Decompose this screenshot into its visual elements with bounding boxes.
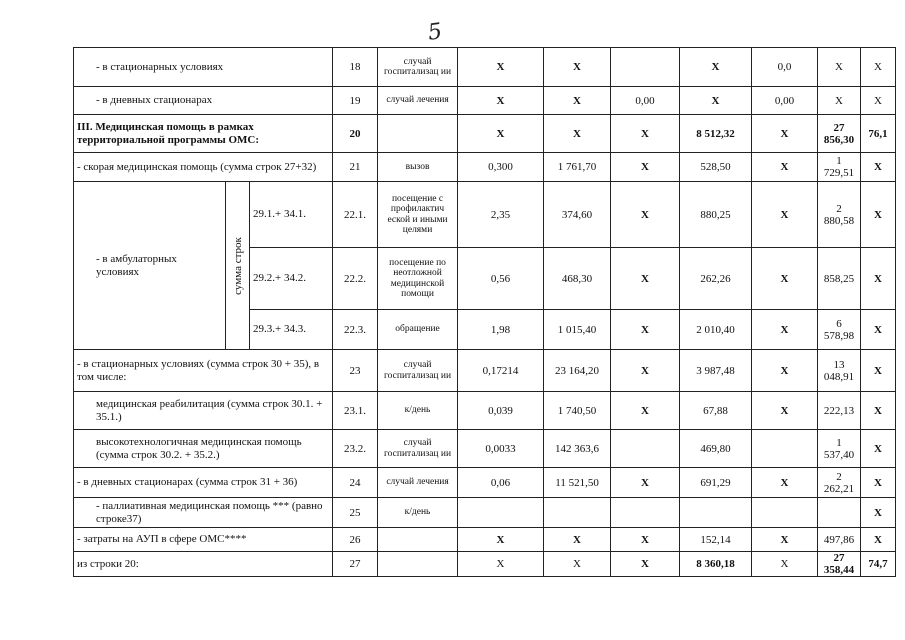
cell-c3: X — [611, 115, 680, 153]
row-number: 23 — [333, 350, 378, 392]
cell-c1: X — [458, 528, 544, 552]
cell-c2: X — [544, 87, 611, 115]
row-name: - в дневных стационарах — [74, 87, 333, 115]
cell-c1: X — [458, 115, 544, 153]
table-row — [74, 48, 896, 87]
row-unit: случай лечения — [378, 87, 458, 115]
row-number: 25 — [333, 498, 378, 528]
cell-c6: 6 578,98 — [818, 310, 861, 350]
cell-c4: X — [680, 48, 752, 87]
cell-c4: X — [680, 87, 752, 115]
cell-c6: 497,86 — [818, 528, 861, 552]
cell-c6: X — [818, 48, 861, 87]
cell-c2 — [544, 498, 611, 528]
row-unit: случай госпитализац ии — [378, 350, 458, 392]
cell-c4: 152,14 — [680, 528, 752, 552]
row-number: 20 — [333, 115, 378, 153]
cell-c7: X — [861, 392, 896, 430]
row-number: 22.1. — [333, 182, 378, 248]
cell-c1: 0,17214 — [458, 350, 544, 392]
row-number: 27 — [333, 552, 378, 577]
cell-c6: 2 880,58 — [818, 182, 861, 248]
cell-c2: 1 740,50 — [544, 392, 611, 430]
cell-c3: X — [611, 392, 680, 430]
cell-c1: 2,35 — [458, 182, 544, 248]
cell-c2: X — [544, 528, 611, 552]
cell-c4: 528,50 — [680, 153, 752, 182]
cell-c6 — [818, 498, 861, 528]
row-name: - затраты на АУП в сфере ОМС**** — [74, 528, 333, 552]
cell-c6: 222,13 — [818, 392, 861, 430]
row-unit: посещение с профилактич еской и иными целями — [378, 182, 458, 248]
row-name: - в стационарных условиях (сумма строк 30 + 35), в том числе: — [74, 350, 333, 392]
row-unit: к/день — [378, 392, 458, 430]
cell-c7: X — [861, 48, 896, 87]
cell-c4 — [680, 498, 752, 528]
cell-c5: X — [752, 115, 818, 153]
row-number: 22.3. — [333, 310, 378, 350]
cell-c6: 1 729,51 — [818, 153, 861, 182]
cell-c1: 0,0033 — [458, 430, 544, 468]
cell-c5: X — [752, 248, 818, 310]
row-number: 22.2. — [333, 248, 378, 310]
table-row — [74, 528, 896, 552]
cell-c5: X — [752, 528, 818, 552]
cell-c1: 0,56 — [458, 248, 544, 310]
cell-c4: 3 987,48 — [680, 350, 752, 392]
row-reference: 29.1.+ 34.1. — [250, 182, 333, 248]
cell-c7: 74,7 — [861, 552, 896, 577]
cell-c2: X — [544, 552, 611, 577]
cell-c5: X — [752, 350, 818, 392]
row-name: - паллиативная медицинская помощь *** (равно строке37) — [74, 498, 333, 528]
row-unit: вызов — [378, 153, 458, 182]
cell-c7: X — [861, 498, 896, 528]
table-row — [74, 468, 896, 498]
cell-c5: X — [752, 153, 818, 182]
cell-c3 — [611, 498, 680, 528]
cell-c6: 27 358,44 — [818, 552, 861, 577]
cell-c2: 1 015,40 — [544, 310, 611, 350]
row-unit: случай госпитализац ии — [378, 48, 458, 87]
cell-c1: 1,98 — [458, 310, 544, 350]
cell-c2: 23 164,20 — [544, 350, 611, 392]
cell-c3: X — [611, 153, 680, 182]
row-unit: случай госпитализац ии — [378, 430, 458, 468]
cell-c7: X — [861, 182, 896, 248]
cell-c2: 11 521,50 — [544, 468, 611, 498]
cell-c6: 1 537,40 — [818, 430, 861, 468]
table-row — [74, 115, 896, 153]
page-number: 5 — [426, 19, 444, 46]
cell-c3: X — [611, 468, 680, 498]
cell-c4: 469,80 — [680, 430, 752, 468]
row-number: 24 — [333, 468, 378, 498]
cell-c6: 27 856,30 — [818, 115, 861, 153]
row-name: из строки 20: — [74, 552, 333, 577]
cell-c2: 374,60 — [544, 182, 611, 248]
cell-c7: X — [861, 528, 896, 552]
cell-c1 — [458, 498, 544, 528]
sum-lines-label: сумма строк — [226, 182, 250, 350]
cell-c7: X — [861, 468, 896, 498]
cell-c3: 0,00 — [611, 87, 680, 115]
cell-c2: 142 363,6 — [544, 430, 611, 468]
cell-c3: X — [611, 528, 680, 552]
cell-c5: X — [752, 392, 818, 430]
cell-c5: X — [752, 182, 818, 248]
cell-c5: X — [752, 310, 818, 350]
row-number: 23.2. — [333, 430, 378, 468]
cell-c3: X — [611, 552, 680, 577]
cell-c4: 67,88 — [680, 392, 752, 430]
cell-c7: X — [861, 248, 896, 310]
financing-table — [73, 47, 896, 577]
row-number: 19 — [333, 87, 378, 115]
cell-c4: 8 360,18 — [680, 552, 752, 577]
row-name: высокотехнологичная медицинская помощь (сумма строк 30.2. + 35.2.) — [74, 430, 333, 468]
row-number: 18 — [333, 48, 378, 87]
cell-c6: 2 262,21 — [818, 468, 861, 498]
row-number: 23.1. — [333, 392, 378, 430]
cell-c6: 858,25 — [818, 248, 861, 310]
cell-c5: 0,00 — [752, 87, 818, 115]
cell-c2: 1 761,70 — [544, 153, 611, 182]
table-row — [74, 552, 896, 577]
row-name: - в стационарных условиях — [74, 48, 333, 87]
cell-c1: 0,300 — [458, 153, 544, 182]
row-unit — [378, 552, 458, 577]
cell-c3 — [611, 430, 680, 468]
cell-c1: X — [458, 48, 544, 87]
row-unit: посещение по неотложной медицинской помощи — [378, 248, 458, 310]
table-row — [74, 182, 896, 248]
row-unit — [378, 528, 458, 552]
cell-c3: X — [611, 310, 680, 350]
table-row — [74, 350, 896, 392]
cell-c3: X — [611, 182, 680, 248]
cell-c4: 262,26 — [680, 248, 752, 310]
cell-c5: X — [752, 552, 818, 577]
cell-c1: X — [458, 552, 544, 577]
cell-c4: 691,29 — [680, 468, 752, 498]
row-name: - в амбулаторных условиях — [74, 182, 226, 350]
cell-c1: 0,06 — [458, 468, 544, 498]
row-number: 21 — [333, 153, 378, 182]
cell-c7: X — [861, 350, 896, 392]
cell-c2: 468,30 — [544, 248, 611, 310]
cell-c2: X — [544, 48, 611, 87]
cell-c4: 8 512,32 — [680, 115, 752, 153]
cell-c7: X — [861, 153, 896, 182]
cell-c7: X — [861, 87, 896, 115]
table-row — [74, 430, 896, 468]
cell-c3 — [611, 48, 680, 87]
cell-c7: 76,1 — [861, 115, 896, 153]
row-name: III. Медицинская помощь в рамках территориальной программы ОМС: — [74, 115, 333, 153]
row-reference: 29.3.+ 34.3. — [250, 310, 333, 350]
cell-c5: 0,0 — [752, 48, 818, 87]
cell-c4: 2 010,40 — [680, 310, 752, 350]
row-number: 26 — [333, 528, 378, 552]
cell-c6: 13 048,91 — [818, 350, 861, 392]
table-row — [74, 153, 896, 182]
cell-c5: X — [752, 468, 818, 498]
row-unit: обращение — [378, 310, 458, 350]
row-unit: случай лечения — [378, 468, 458, 498]
cell-c6: X — [818, 87, 861, 115]
cell-c5 — [752, 498, 818, 528]
table-row — [74, 392, 896, 430]
table-row — [74, 498, 896, 528]
cell-c4: 880,25 — [680, 182, 752, 248]
cell-c5 — [752, 430, 818, 468]
cell-c3: X — [611, 350, 680, 392]
cell-c7: X — [861, 430, 896, 468]
cell-c7: X — [861, 310, 896, 350]
row-unit: к/день — [378, 498, 458, 528]
table-row — [74, 87, 896, 115]
cell-c1: X — [458, 87, 544, 115]
row-unit — [378, 115, 458, 153]
row-name: - в дневных стационарах (сумма строк 31 + 36) — [74, 468, 333, 498]
cell-c1: 0,039 — [458, 392, 544, 430]
row-name: медицинская реабилитация (сумма строк 30.1. + 35.1.) — [74, 392, 333, 430]
cell-c2: X — [544, 115, 611, 153]
cell-c3: X — [611, 248, 680, 310]
row-reference: 29.2.+ 34.2. — [250, 248, 333, 310]
row-name: - скорая медицинская помощь (сумма строк 27+32) — [74, 153, 333, 182]
